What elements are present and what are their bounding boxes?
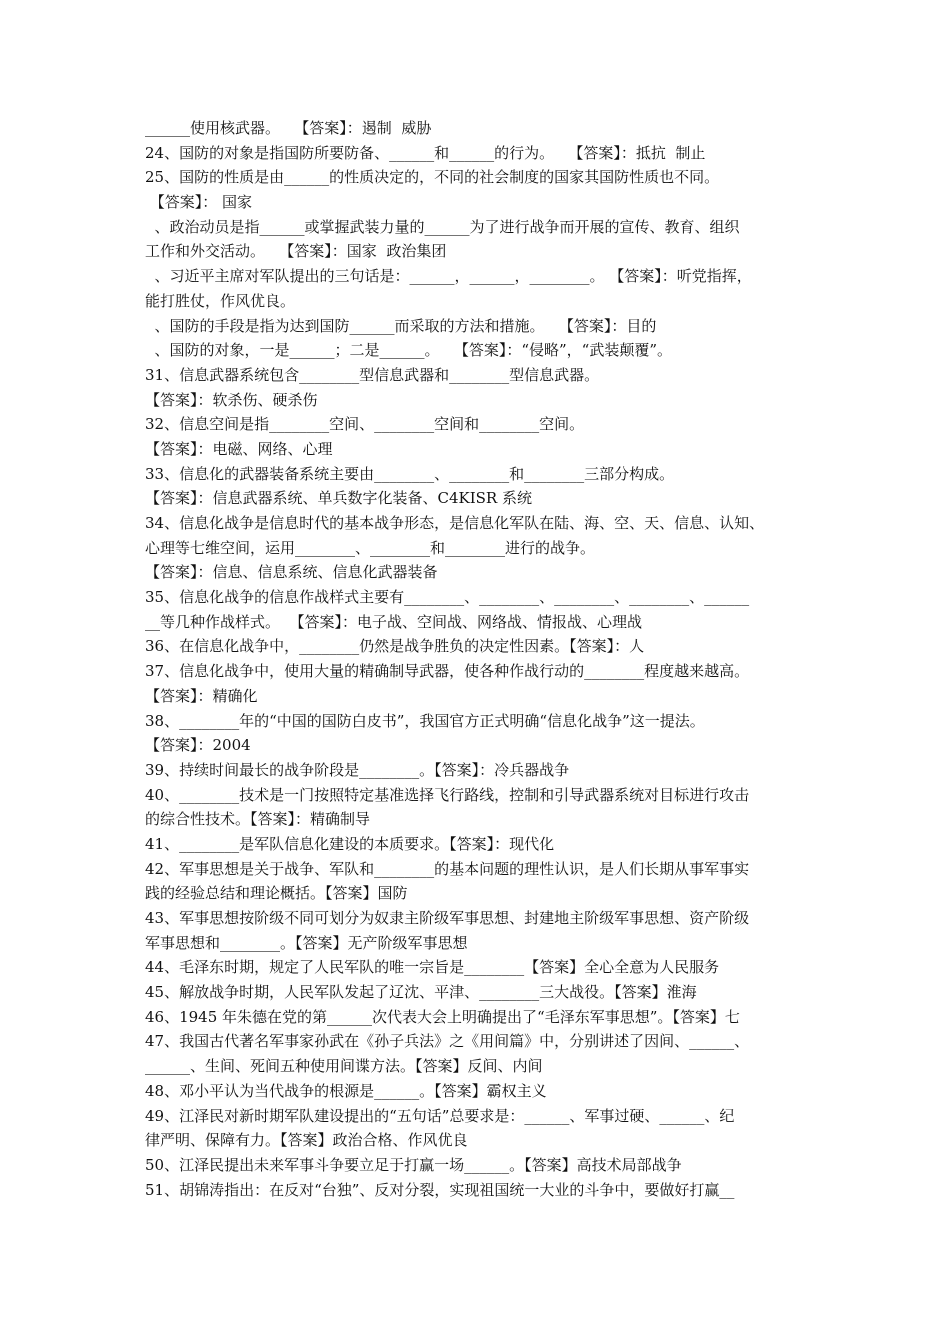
text-line: __等几种作战样式。 【答案】：电子战、空间战、网络战、情报战、心理战 — [145, 612, 643, 631]
text-line: 42、军事思想是关于战争、军队和________的基本问题的理性认识，是人们长期从事军事实 — [145, 859, 750, 878]
text-line: 军事思想和________。【答案】无产阶级军事思想 — [145, 933, 468, 952]
text-line: 45、解放战争时期，人民军队发起了辽沈、平津、________三大战役。【答案】淮海 — [145, 983, 697, 1002]
text-line: 50、江泽民提出未来军事斗争要立足于打赢一场______。【答案】高技术局部战争 — [145, 1155, 682, 1174]
text-line: 【答案】：精确化 — [145, 686, 258, 705]
text-line: 37、信息化战争中，使用大量的精确制导武器，使各种作战行动的________程度越来越高。 — [145, 662, 750, 681]
text-line: 践的经验总结和理论概括。【答案】国防 — [145, 884, 408, 903]
text-line: 、政治动员是指______或掌握武装力量的______为了进行战争而开展的宣传、教育、组织 — [145, 217, 740, 236]
text-line: 48、邓小平认为当代战争的根源是______。【答案】霸权主义 — [145, 1081, 547, 1100]
text-line: 心理等七维空间，运用________、________和________进行的战争。 — [145, 538, 596, 557]
text-line: 32、信息空间是指________空间、________空间和________空间。 — [145, 415, 585, 434]
text-line: ______、生间、死间五种使用间谍方法。【答案】反间、内间 — [145, 1057, 543, 1076]
text-line: 【答案】：信息武器系统、单兵数字化装备、C4KISR 系统 — [145, 489, 532, 508]
text-line: 33、信息化的武器装备系统主要由________、________和________三部分构成。 — [145, 464, 675, 483]
text-line: 40、________技术是一门按照特定基准选择飞行路线，控制和引导武器系统对目标进行攻击 — [145, 785, 750, 804]
text-line: 47、我国古代著名军事家孙武在《孙子兵法》之《用间篇》中，分别讲述了因间、______、 — [145, 1032, 750, 1051]
text-line: 【答案】： 国家 — [145, 193, 253, 212]
text-line: 、国防的对象，一是______；二是______。 【答案】：“侵略”，“武装颠覆”。 — [145, 341, 673, 360]
text-line: 工作和外交活动。 【答案】：国家 政治集团 — [145, 242, 447, 261]
text-line: 51、胡锦涛指出：在反对“台独”、反对分裂，实现祖国统一大业的斗争中，要做好打赢__ — [145, 1180, 735, 1199]
text-line: 、国防的手段是指为达到国防______而采取的方法和措施。 【答案】：目的 — [145, 316, 657, 335]
text-line: 的综合性技术。【答案】：精确制导 — [145, 810, 371, 829]
text-line: 44、毛泽东时期，规定了人民军队的唯一宗旨是________【答案】全心全意为人民服务 — [145, 958, 720, 977]
text-line: 49、江泽民对新时期军队建设提出的“五句话”总要求是：______、军事过硬、______、纪 — [145, 1106, 735, 1125]
text-line: 律严明、保障有力。【答案】政治合格、作风优良 — [145, 1131, 468, 1150]
text-line: 43、军事思想按阶级不同可划分为奴隶主阶级军事思想、封建地主阶级军事思想、资产阶级 — [145, 909, 750, 927]
text-line: 35、信息化战争的信息作战样式主要有________、________、________、________、______ — [145, 588, 750, 607]
text-line: 34、信息化战争是信息时代的基本战争形态，是信息化军队在陆、海、空、天、信息、认知、 — [145, 514, 765, 532]
text-line: 39、持续时间最长的战争阶段是________。【答案】：冷兵器战争 — [145, 760, 570, 779]
text-line: 38、________年的“中国的国防白皮书”，我国官方正式明确“信息化战争”这一提法。 — [145, 711, 705, 730]
text-line: 46、1945 年朱德在党的第______次代表大会上明确提出了“毛泽东军事思想”。【答案】七 — [145, 1007, 740, 1026]
text-line: 【答案】：信息、信息系统、信息化武器装备 — [145, 563, 438, 582]
text-line: 【答案】：软杀伤、硬杀伤 — [145, 390, 318, 409]
text-line: ______使用核武器。 【答案】：遏制 威胁 — [145, 119, 432, 137]
text-line: 36、在信息化战争中，________仍然是战争胜负的决定性因素。【答案】：人 — [145, 637, 645, 656]
text-line: 25、国防的性质是由______的性质决定的，不同的社会制度的国家其国防性质也不同。 — [145, 168, 720, 187]
text-line: 31、信息武器系统包含________型信息武器和________型信息武器。 — [145, 365, 600, 384]
text-line: 24、国防的对象是指国防所要防备、______和______的行为。 【答案】：抵抗 制止 — [145, 143, 706, 162]
text-line: 能打胜仗，作风优良。 — [145, 291, 296, 310]
text-line: 41、________是军队信息化建设的本质要求。【答案】：现代化 — [145, 834, 555, 853]
text-line: 【答案】：电磁、网络、心理 — [145, 439, 333, 458]
text-line: 、习近平主席对军队提出的三句话是：______，______，________。 【答案】：听党指挥， — [145, 267, 752, 286]
text-line: 【答案】：2004 — [145, 736, 251, 755]
